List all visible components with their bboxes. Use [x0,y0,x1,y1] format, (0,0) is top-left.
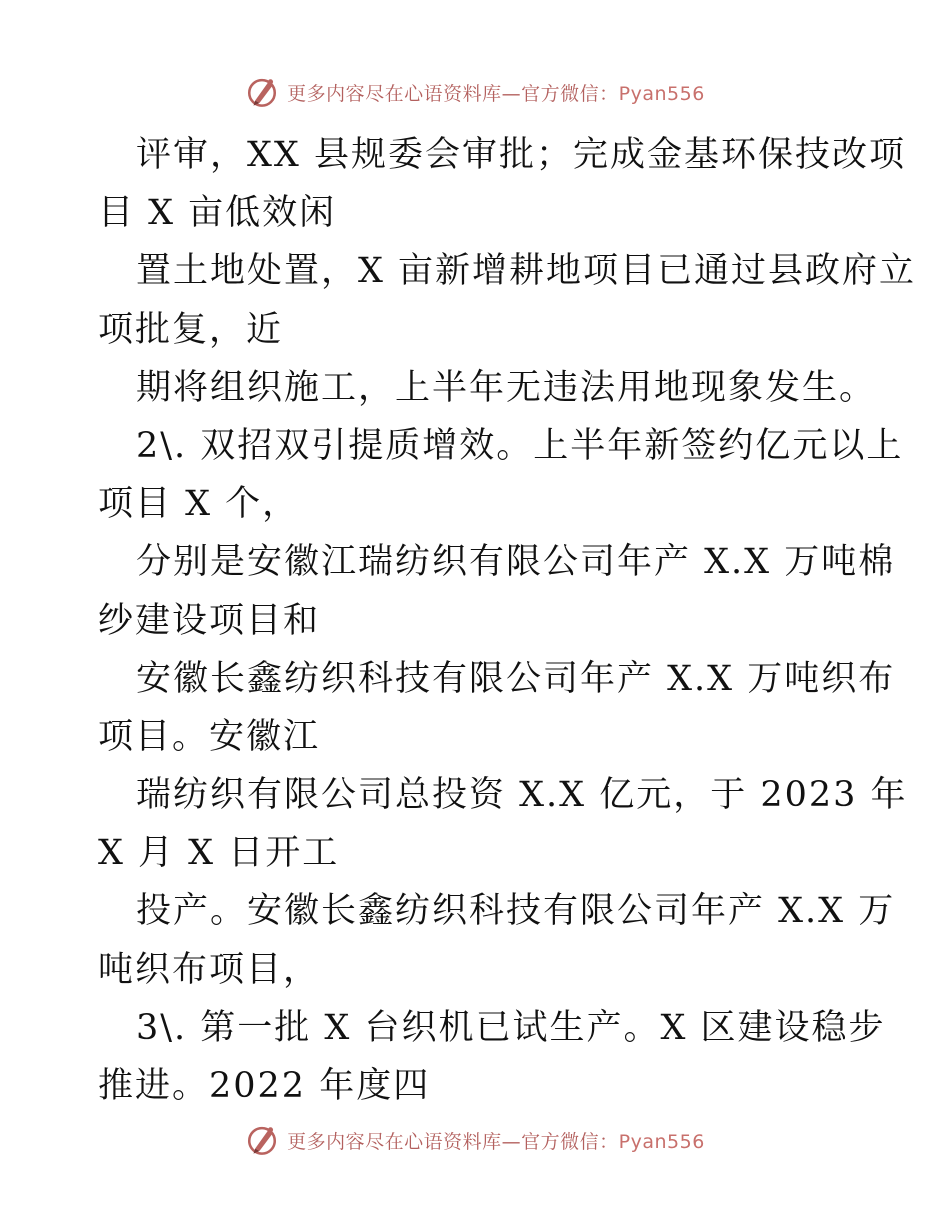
paragraph-line: 项批复，近 [98,309,284,350]
paragraph-line: 纱建设项目和 [98,600,321,641]
paragraph-line: 瑞纺织有限公司总投资 X.X 亿元，于 2023 年 [136,775,908,816]
paragraph-line: 目 X 亩低效闲 [98,193,337,234]
header-watermark-text: 更多内容尽在心语资料库—官方微信：Pyan556 [287,82,705,105]
paragraph-line: 分别是安徽江瑞纺织有限公司年产 X.X 万吨棉 [136,542,896,583]
paragraph-line: 2\. 双招双引提质增效。上半年新签约亿元以上 [136,425,904,466]
paragraph-line: 推进。2022 年度四 [98,1066,431,1106]
paragraph-line: 项目。安徽江 [98,716,321,757]
document-body [98,126,917,1115]
paragraph-line: 置土地处置，X 亩新增耕地项目已通过县政府立 [136,251,917,292]
paragraph-line: 期将组织施工，上半年无违法用地现象发生。 [136,367,877,408]
header-watermark-banner [0,72,950,112]
pen-logo-icon [245,75,279,109]
footer-watermark-text: 更多内容尽在心语资料库—官方微信：Pyan556 [287,1130,705,1153]
paragraph-line: 投产。安徽长鑫纺织科技有限公司年产 X.X 万 [136,891,896,932]
paragraph-line: 吨织布项目， [98,949,321,990]
paragraph-line: 安徽长鑫纺织科技有限公司年产 X.X 万吨织布 [136,658,896,699]
paragraph-line: 评审，XX 县规委会审批；完成金基环保技改项 [136,135,906,175]
footer-watermark-banner [0,1120,950,1160]
paragraph-line: 3\. 第一批 X 台织机已试生产。X 区建设稳步 [136,1007,886,1048]
pen-logo-icon [245,1123,279,1157]
paragraph-line: X 月 X 日开工 [98,833,340,874]
paragraph-line: 项目 X 个， [98,484,300,525]
